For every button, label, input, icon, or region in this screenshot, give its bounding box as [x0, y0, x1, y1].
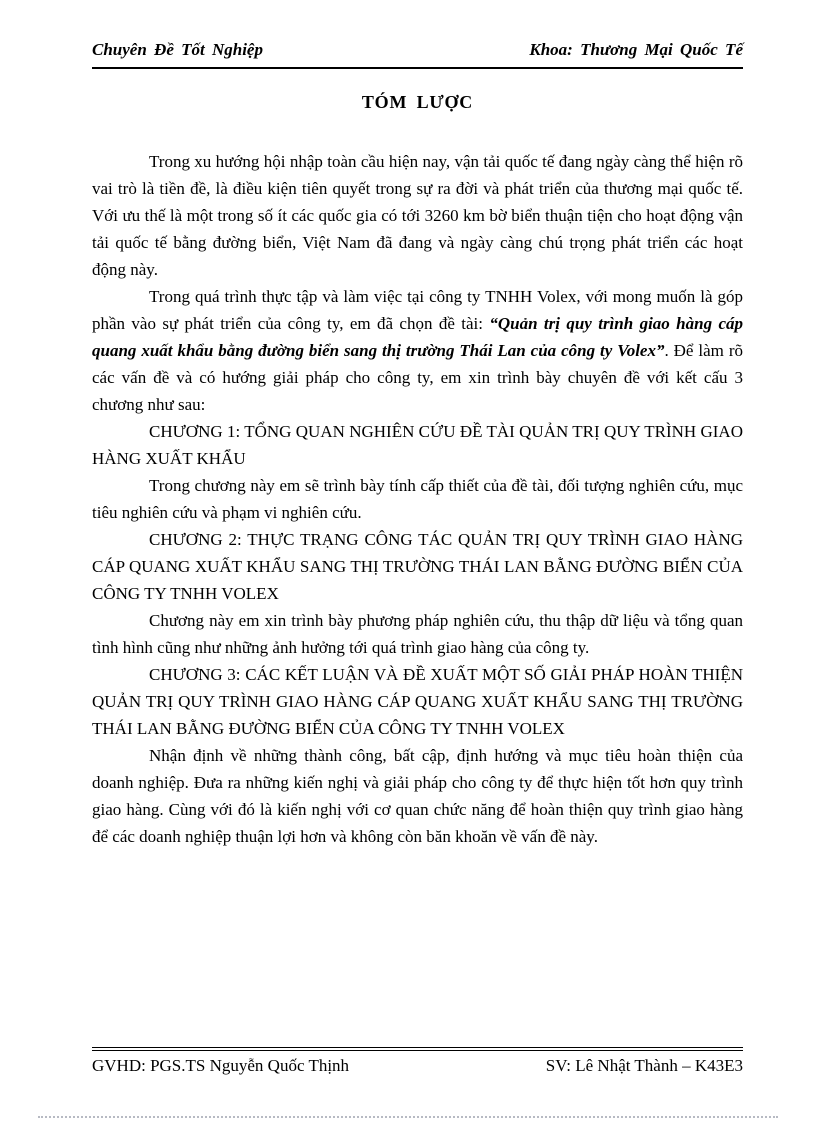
footer-advisor: GVHD: PGS.TS Nguyễn Quốc Thịnh: [92, 1056, 350, 1075]
thesis-topic-emphasis: “Quản trị quy trình giao hàng cáp quang xuất khẩu bằng đường biển sang thị trường Thái Lan của công ty Volex”: [92, 314, 743, 360]
chapter-2-heading: CHƯƠNG 2: THỰC TRẠNG CÔNG TÁC QUẢN TRỊ QUY TRÌNH GIAO HÀNG CÁP QUANG XUẤT KHẨU SANG THỊ TRƯỜNG THÁI LAN BẰNG ĐƯỜNG BIỂN CỦA CÔNG TY TNHH VOLEX: [92, 530, 743, 603]
topic-text-before: Trong quá trình thực tập và làm việc tại công ty TNHH Volex, với mong muốn là góp phần vào sự phát triển của công ty, em đã chọn đề tài:: [92, 287, 743, 333]
header-report-title: Chuyên Đề Tốt Nghiệp: [92, 40, 263, 59]
chapter-1-heading: CHƯƠNG 1: TỔNG QUAN NGHIÊN CỨU ĐỀ TÀI QUẢN TRỊ QUY TRÌNH GIAO HÀNG XUẤT KHẨU: [92, 422, 743, 468]
page-header: [92, 40, 743, 69]
chapter-2-summary: Chương này em xin trình bày phương pháp nghiên cứu, thu thập dữ liệu và tổng quan tình hình cũng như những ảnh hưởng tới quá trình giao hàng của công ty.: [92, 611, 743, 657]
topic-text-after: . Để làm rõ các vấn đề và có hướng giải pháp cho công ty, em xin trình bày chuyên đề với kết cấu 3 chương như sau:: [92, 341, 743, 414]
page-boundary-dotted-line: [38, 1116, 778, 1118]
chapter-3-heading: CHƯƠNG 3: CÁC KẾT LUẬN VÀ ĐỀ XUẤT MỘT SỐ GIẢI PHÁP HOÀN THIỆN QUẢN TRỊ QUY TRÌNH GIAO HÀNG CÁP QUANG XUẤT KHẨU SANG THỊ TRƯỜNG THÁI LAN BẰNG ĐƯỜNG BIỂN CỦA CÔNG TY TNHH VOLEX: [92, 665, 743, 738]
page-content: [92, 40, 743, 850]
header-faculty-name: Khoa: Thương Mại Quốc Tế: [529, 40, 743, 59]
paragraph-closing: Nhận định về những thành công, bất cập, định hướng và mục tiêu hoàn thiện của doanh nghiệp. Đưa ra những kiến nghị và giải pháp cho công ty để thực hiện tốt hơn quy trình giao hàng. Cùng với đó là kiến nghị với cơ quan chức năng để hoàn thiện quy trình giao hàng để các doanh nghiệp thuận lợi hơn và không còn băn khoăn về vấn đề này.: [92, 746, 743, 846]
page-footer: [92, 1047, 743, 1076]
paragraph-topic: [92, 283, 743, 418]
footer-student: SV: Lê Nhật Thành – K43E3: [545, 1056, 743, 1075]
document-title: TÓM LƯỢC: [361, 92, 474, 112]
chapter-1-summary: Trong chương này em sẽ trình bày tính cấp thiết của đề tài, đối tượng nghiên cứu, mục tiêu nghiên cứu và phạm vi nghiên cứu.: [92, 476, 743, 522]
document-body: [92, 148, 743, 850]
paragraph-intro: Trong xu hướng hội nhập toàn cầu hiện nay, vận tải quốc tế đang ngày càng thể hiện rõ vai trò là tiền đề, là điều kiện tiên quyết trong sự ra đời và phát triển của thương mại quốc tế. Với ưu thế là một trong số ít các quốc gia có tới 3260 km bờ biển thuận tiện cho hoạt động vận tải quốc tế bằng đường biển, Việt Nam đã đang và ngày càng chú trọng phát triển các hoạt động này.: [92, 152, 743, 279]
